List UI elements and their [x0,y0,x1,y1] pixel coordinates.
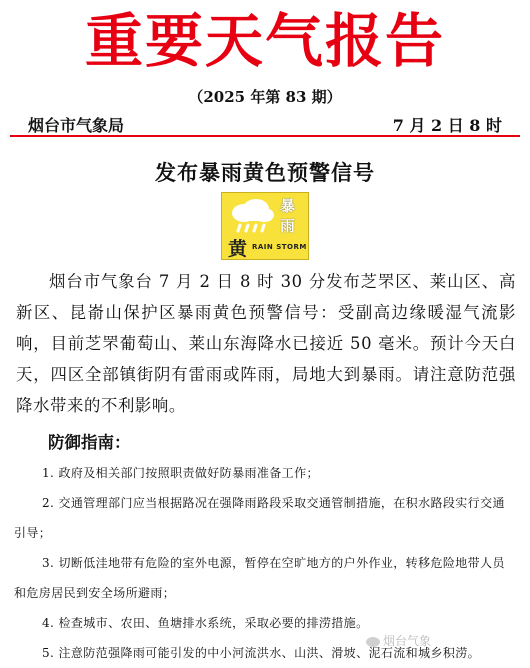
guide-heading: 防御指南： [48,433,131,452]
rainstorm-yellow-warning-icon [221,192,309,260]
guide-item: 5. 注意防范强降雨可能引发的中小河流洪水、山洪、滑坡、泥石流和城乡积涝。 [42,646,481,660]
signal-english-label: RAIN STORM [252,243,307,251]
header-divider [10,135,520,137]
signal-char-yu: 雨 [280,217,296,235]
guide-item: 3. 切断低洼地带有危险的室外电源，暂停在空旷地方的户外作业，转移危险地带人员和危房居民到安全场所避雨； [14,556,505,600]
agency-name: 烟台市气象局 [28,116,125,135]
wechat-icon [366,637,380,647]
signal-char-bao: 暴 [280,197,296,215]
report-masthead: 重要天气报告 [84,7,445,75]
rain-cloud-icon [226,197,278,237]
guide-item: 4. 检查城市、农田、鱼塘排水系统，采取必要的排涝措施。 [42,616,369,630]
signal-char-huang: 黄 [228,238,248,260]
guide-list [14,458,516,668]
report-title: 发布暴雨黄色预警信号 [155,160,375,185]
report-meta [28,113,502,136]
guide-item: 1. 政府及相关部门按照职责做好防暴雨准备工作； [42,466,319,480]
watermark-text: 烟台气象 [383,634,432,648]
issue-number: （2025 年第 83 期） [188,88,342,106]
watermark [366,632,431,649]
warning-body: 烟台市气象台 7 月 2 日 8 时 30 分发布芝罘区、莱山区、高新区、昆嵛山保护区暴雨黄色预警信号：受副高边缘暖湿气流影响，目前芝罘葡萄山、莱山东海降水已接近 50 毫米。预计今天白天，四区全部镇街阴有雷雨或阵雨，局地大到暴雨。请注意防范强降水带来的不利影响。 [16,272,516,415]
guide-item: 2. 交通管理部门应当根据路况在强降雨路段采取交通管制措施，在积水路段实行交通引导； [14,496,505,540]
issue-datetime: 7 月 2 日 8 时 [392,116,502,135]
